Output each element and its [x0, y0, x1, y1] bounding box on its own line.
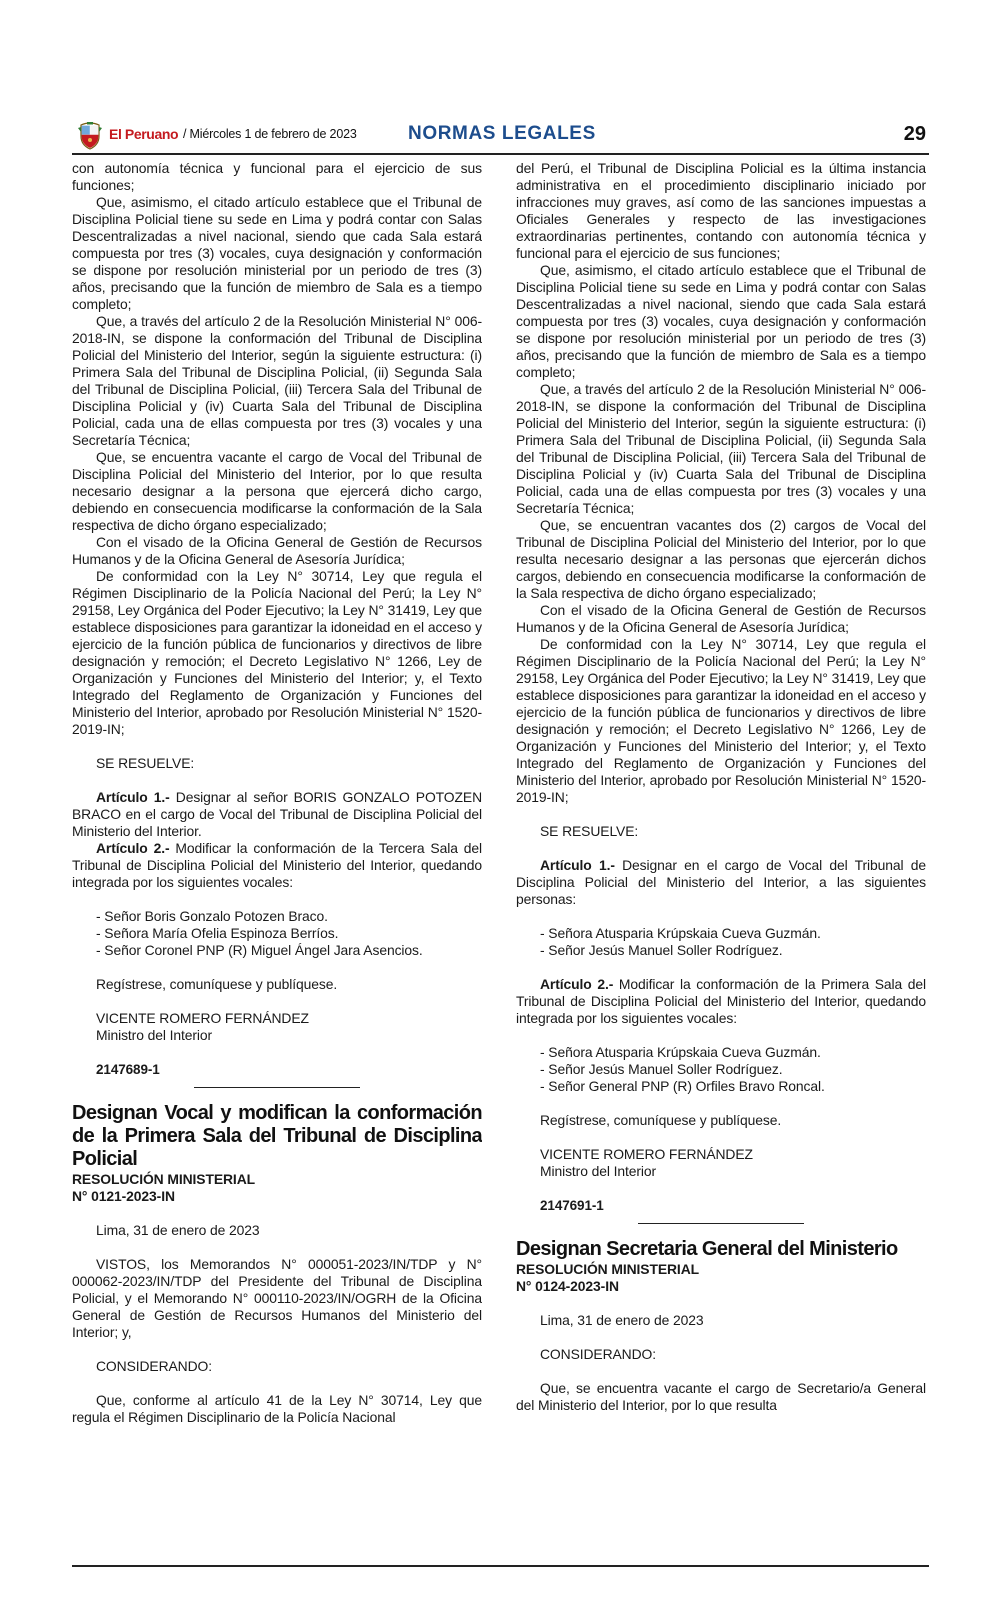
place-date: Lima, 31 de enero de 2023 [540, 1312, 704, 1328]
resolution-number: N° 0124-2023-IN [516, 1278, 619, 1294]
page-number: 29 [903, 123, 926, 145]
article-label: Artículo 1.- [540, 857, 615, 873]
paragraph: del Perú, el Tribunal de Disciplina Policial es la última instancia administrativa en el procedimiento disciplinario iniciado por infracciones muy graves, así como de las sanciones impuestas a Oficiales Generales y respecto de las investigaciones extraordinarias pertinentes, contando con autonomía técnica y funcional para el ejercicio de sus funciones; [516, 160, 926, 261]
article-2 [72, 840, 482, 891]
paragraph: Con el visado de la Oficina General de Gestión de Recursos Humanos y de la Oficina General de Asesoría Jurídica; [72, 534, 482, 567]
left-column [72, 160, 482, 1560]
paragraph: Que, a través del artículo 2 de la Resolución Ministerial N° 006-2018-IN, se dispone la conformación del Tribunal de Disciplina Policial del Ministerio del Interior, según la siguiente estructura: (i) Primera Sala del Tribunal de Disciplina Policial, (ii) Segunda Sala del Tribunal de Disciplina Policial, (iii) Tercera Sala del Tribunal de Disciplina Policial y (iv) Cuarta Sala del Tribunal de Disciplina Policial, cada una de ellas compuesta por tres (3) vocales y una Secretaría Técnica; [72, 313, 482, 448]
paragraph: con autonomía técnica y funcional para el ejercicio de sus funciones; [72, 160, 482, 193]
article-text: Modificar la conformación de la Primera Sala del Tribunal de Disciplina Policial del Ministerio del Interior, quedando integrada por los siguientes vocales: [516, 976, 926, 1026]
article-text: Designar en el cargo de Vocal del Tribunal de Disciplina Policial del Ministerio del Interior, a las siguientes personas: [516, 857, 926, 907]
reference-number: 2147691-1 [540, 1198, 604, 1213]
article-text: Designar al señor BORIS GONZALO POTOZEN BRACO en el cargo de Vocal del Tribunal de Disciplina Policial del Ministerio del Interior. [72, 789, 482, 839]
list-item: - Señor Boris Gonzalo Potozen Braco. [96, 908, 328, 924]
paragraph: Con el visado de la Oficina General de Gestión de Recursos Humanos y de la Oficina General de Asesoría Jurídica; [516, 602, 926, 635]
separator [194, 1087, 360, 1088]
considerando: CONSIDERANDO: [540, 1346, 657, 1362]
closing-formula: Regístrese, comuníquese y publíquese. [96, 976, 338, 992]
article-headline: Designan Vocal y modifican la conformación de la Primera Sala del Tribunal de Disciplina Policial [72, 1102, 482, 1170]
paragraph: De conformidad con la Ley N° 30714, Ley que regula el Régimen Disciplinario de la Policía Nacional del Perú; la Ley N° 29158, Ley Orgánica del Poder Ejecutivo; la Ley N° 31419, Ley que establece disposiciones para garantizar la idoneidad en el acceso y ejercicio de la función pública de funcionarios y directivos de libre designación y remoción; el Decreto Legislativo N° 1266, Ley de Organización y Funciones del Ministerio del Interior; y, el Texto Integrado del Reglamento de Organización y Funciones del Ministerio del Interior, aprobado por Resolución Ministerial N° 1520-2019-IN; [516, 636, 926, 805]
issue-date: / Miércoles 1 de febrero de 2023 [183, 127, 357, 141]
se-resuelve: SE RESUELVE: [96, 755, 195, 771]
paragraph: Que, se encuentran vacantes dos (2) cargos de Vocal del Tribunal de Disciplina Policial del Ministerio del Interior, por lo que resulta necesario designar a las personas que ejercerán dichos cargos, debiendo en consecuencia modificarse la conformación de la Sala respectiva de dicho órgano especializado; [516, 517, 926, 601]
list-item: - Señor Jesús Manuel Soller Rodríguez. [540, 1061, 783, 1077]
paragraph: Que, conforme al artículo 41 de la Ley N° 30714, Ley que regula el Régimen Disciplinario de la Policía Nacional [72, 1392, 482, 1425]
list-item: - Señor Coronel PNP (R) Miguel Ángel Jara Asencios. [96, 942, 423, 958]
page-header [72, 120, 928, 150]
article-label: Artículo 2.- [96, 840, 170, 856]
peru-coat-of-arms-icon [78, 122, 102, 150]
closing-formula: Regístrese, comuníquese y publíquese. [540, 1112, 782, 1128]
section-title: NORMAS LEGALES [408, 123, 596, 144]
newspaper-brand: El Peruano [109, 126, 179, 142]
article-2 [516, 976, 926, 1027]
paragraph: Que, se encuentra vacante el cargo de Secretario/a General del Ministerio del Interior, por lo que resulta [516, 1380, 926, 1413]
paragraph: Que, se encuentra vacante el cargo de Vocal del Tribunal de Disciplina Policial del Ministerio del Interior, por lo que resulta necesario designar a la persona que ejercerá dicho cargo, debiendo en consecuencia modificarse la conformación de la Sala respectiva de dicho órgano especializado; [72, 449, 482, 533]
signer-name: VICENTE ROMERO FERNÁNDEZ [540, 1146, 753, 1162]
list-item: - Señor Jesús Manuel Soller Rodríguez. [540, 942, 783, 958]
article-text: Modificar la conformación de la Tercera Sala del Tribunal de Disciplina Policial del Ministerio del Interior, quedando integrada por los siguientes vocales: [72, 840, 482, 890]
separator [638, 1223, 804, 1224]
resolution-heading: RESOLUCIÓN MINISTERIAL [516, 1261, 700, 1277]
signer-title: Ministro del Interior [540, 1163, 657, 1179]
paragraph: Que, asimismo, el citado artículo establece que el Tribunal de Disciplina Policial tiene su sede en Lima y podrá contar con Salas Descentralizadas a nivel nacional, siendo que cada Sala estará compuesta por tres (3) vocales, cuya designación y conformación se dispone por resolución ministerial por un periodo de tres (3) años, precisando que la función de miembro de Sala es a tiempo completo; [72, 194, 482, 312]
signer-name: VICENTE ROMERO FERNÁNDEZ [96, 1010, 309, 1026]
place-date: Lima, 31 de enero de 2023 [96, 1222, 260, 1238]
list-item: - Señora Atusparia Krúpskaia Cueva Guzmán. [540, 1044, 821, 1060]
article-label: Artículo 1.- [96, 789, 170, 805]
se-resuelve: SE RESUELVE: [540, 823, 639, 839]
considerando: CONSIDERANDO: [96, 1358, 213, 1374]
signer-title: Ministro del Interior [96, 1027, 213, 1043]
right-column [516, 160, 926, 1560]
article-label: Artículo 2.- [540, 976, 614, 992]
reference-number: 2147689-1 [96, 1062, 160, 1077]
article-headline: Designan Secretaria General del Ministerio [516, 1238, 898, 1260]
paragraph: Que, asimismo, el citado artículo establece que el Tribunal de Disciplina Policial tiene su sede en Lima y podrá contar con Salas Descentralizadas a nivel nacional, siendo que cada Sala estará compuesta por tres (3) vocales, cuya designación y conformación se dispone por resolución ministerial por un periodo de tres (3) años, precisando que la función de miembro de Sala es a tiempo completo; [516, 262, 926, 380]
list-item: - Señora María Ofelia Espinoza Berríos. [96, 925, 339, 941]
list-item: - Señor General PNP (R) Orfiles Bravo Roncal. [540, 1078, 825, 1094]
resolution-heading: RESOLUCIÓN MINISTERIAL [72, 1171, 256, 1187]
article-1 [516, 857, 926, 908]
header-rule [72, 153, 929, 155]
paragraph: De conformidad con la Ley N° 30714, Ley que regula el Régimen Disciplinario de la Policía Nacional del Perú; la Ley N° 29158, Ley Orgánica del Poder Ejecutivo; la Ley N° 31419, Ley que establece disposiciones para garantizar la idoneidad en el acceso y ejercicio de la función pública de funcionarios y directivos de libre designación y remoción; el Decreto Legislativo N° 1266, Ley de Organización y Funciones del Ministerio del Interior; y, el Texto Integrado del Reglamento de Organización y Funciones del Ministerio del Interior, aprobado por Resolución Ministerial N° 1520-2019-IN; [72, 568, 482, 737]
article-1 [72, 789, 482, 840]
vistos-paragraph: VISTOS, los Memorandos N° 000051-2023/IN/TDP y N° 000062-2023/IN/TDP del Presidente del Tribunal de Disciplina Policial, y el Memorando N° 000110-2023/IN/OGRH de la Oficina General de Gestión de Recursos Humanos del Ministerio del Interior; y, [72, 1256, 482, 1340]
footer-rule [72, 1565, 929, 1567]
resolution-number: N° 0121-2023-IN [72, 1188, 175, 1204]
list-item: - Señora Atusparia Krúpskaia Cueva Guzmán. [540, 925, 821, 941]
paragraph: Que, a través del artículo 2 de la Resolución Ministerial N° 006-2018-IN, se dispone la conformación del Tribunal de Disciplina Policial del Ministerio del Interior, según la siguiente estructura: (i) Primera Sala del Tribunal de Disciplina Policial, (ii) Segunda Sala del Tribunal de Disciplina Policial, (iii) Tercera Sala del Tribunal de Disciplina Policial y (iv) Cuarta Sala del Tribunal de Disciplina Policial, cada una de ellas compuesta por tres (3) vocales y una Secretaría Técnica; [516, 381, 926, 516]
